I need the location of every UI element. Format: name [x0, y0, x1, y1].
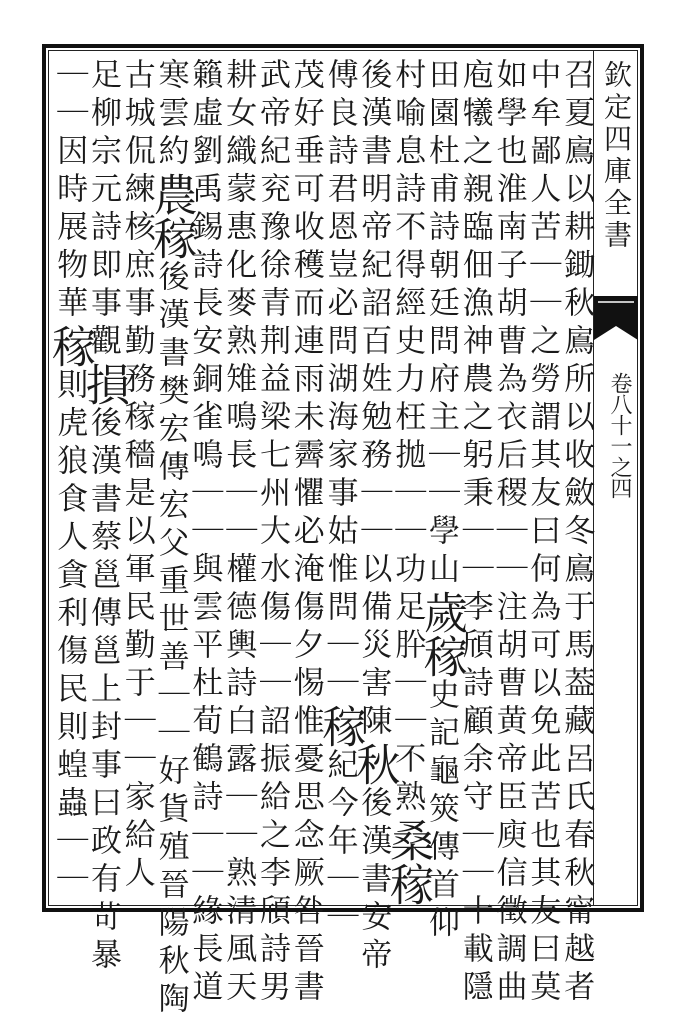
column-text: 傅良詩君恩豈必問湖海家事姑惟問｜｜: [321, 58, 358, 704]
column-text: 庖犧之親臨佃漁神農之躬秉｜｜李頎詩顧余守｜｜十載隱: [456, 58, 493, 1008]
column-text: 則虎狼食人貪利傷民則蝗蟲｜｜: [51, 368, 88, 900]
entry-heading: 歲稼: [416, 590, 467, 678]
column-text: 後漢書蔡邕傳邕上封事曰政有苛暴: [85, 406, 121, 976]
column-text: 村喻息詩不得經史力枉拋｜｜功: [389, 58, 426, 590]
entry-heading: 損: [78, 362, 129, 406]
entry-heading: 秋: [348, 742, 400, 786]
text-column: [44, 58, 96, 903]
entry-heading: 稼: [44, 324, 96, 368]
column-text: 古城: [118, 58, 155, 134]
column-text: 如學也淮南子胡曹為衣后稷｜｜注胡曹黄帝臣庾信徵調曲: [490, 58, 527, 1008]
column-text: 後漢書明帝紀詔百姓勉務｜｜以備災害陳: [355, 58, 392, 742]
column-text: 史記龜筴傳首仰: [423, 678, 459, 944]
column-text: 足柳宗元詩即事觀: [85, 58, 121, 362]
column-text: 寒雲約: [152, 58, 189, 172]
column-text: ｜｜因時展物華: [51, 58, 88, 324]
fishtail-ornament-icon: [594, 296, 638, 340]
column-text: 茂好垂可收穫而連雨未霽懼必淹傷夕惕惟憂思念厥咎晉書: [287, 58, 324, 1008]
column-text: 籟虛劉禹錫詩長安銅雀鳴｜｜與雲平杜荀鶴詩｜｜緣長道: [186, 58, 223, 1008]
column-text: 召夏鳸以耕鋤秋鳸所以收斂冬鳸于馬葢藏呂氏春秋甯越者: [558, 58, 595, 1008]
column-text: 耕女織蒙惠化麥熟雉鳴長｜｜權德輿詩白露｜｜熟清風天: [220, 58, 257, 1008]
column-text: 田園杜甫詩朝廷問府主｜｜學山: [423, 58, 459, 590]
book-title: 欽定四庫全書: [600, 60, 633, 252]
entry-heading: 稼: [314, 704, 366, 748]
volume-label: 卷八十一之四: [607, 372, 632, 498]
column-text: 武帝紀兖豫徐青荆益梁七州大水傷｜｜詔振給之李頎詩男: [254, 58, 290, 1008]
column-text: 紀今年｜｜: [321, 748, 358, 938]
column-text: 後漢書樊宏傳宏父重世善｜｜好貨殖晉陽秋陶: [152, 260, 189, 1020]
column-text: 後漢書安帝: [355, 786, 392, 976]
entry-heading: 農稼: [145, 172, 197, 260]
column-text: 侃練核庶事勤務稼穡是以軍民勤于｜｜家給人: [118, 134, 155, 894]
column-text: 中牟鄙人苦｜｜之勞謂其友曰何為可以免此苦也其友曰莫: [524, 58, 561, 1008]
entry-heading: 桑稼: [382, 818, 434, 906]
column-text: 足肸｜｜不熟: [389, 590, 426, 818]
